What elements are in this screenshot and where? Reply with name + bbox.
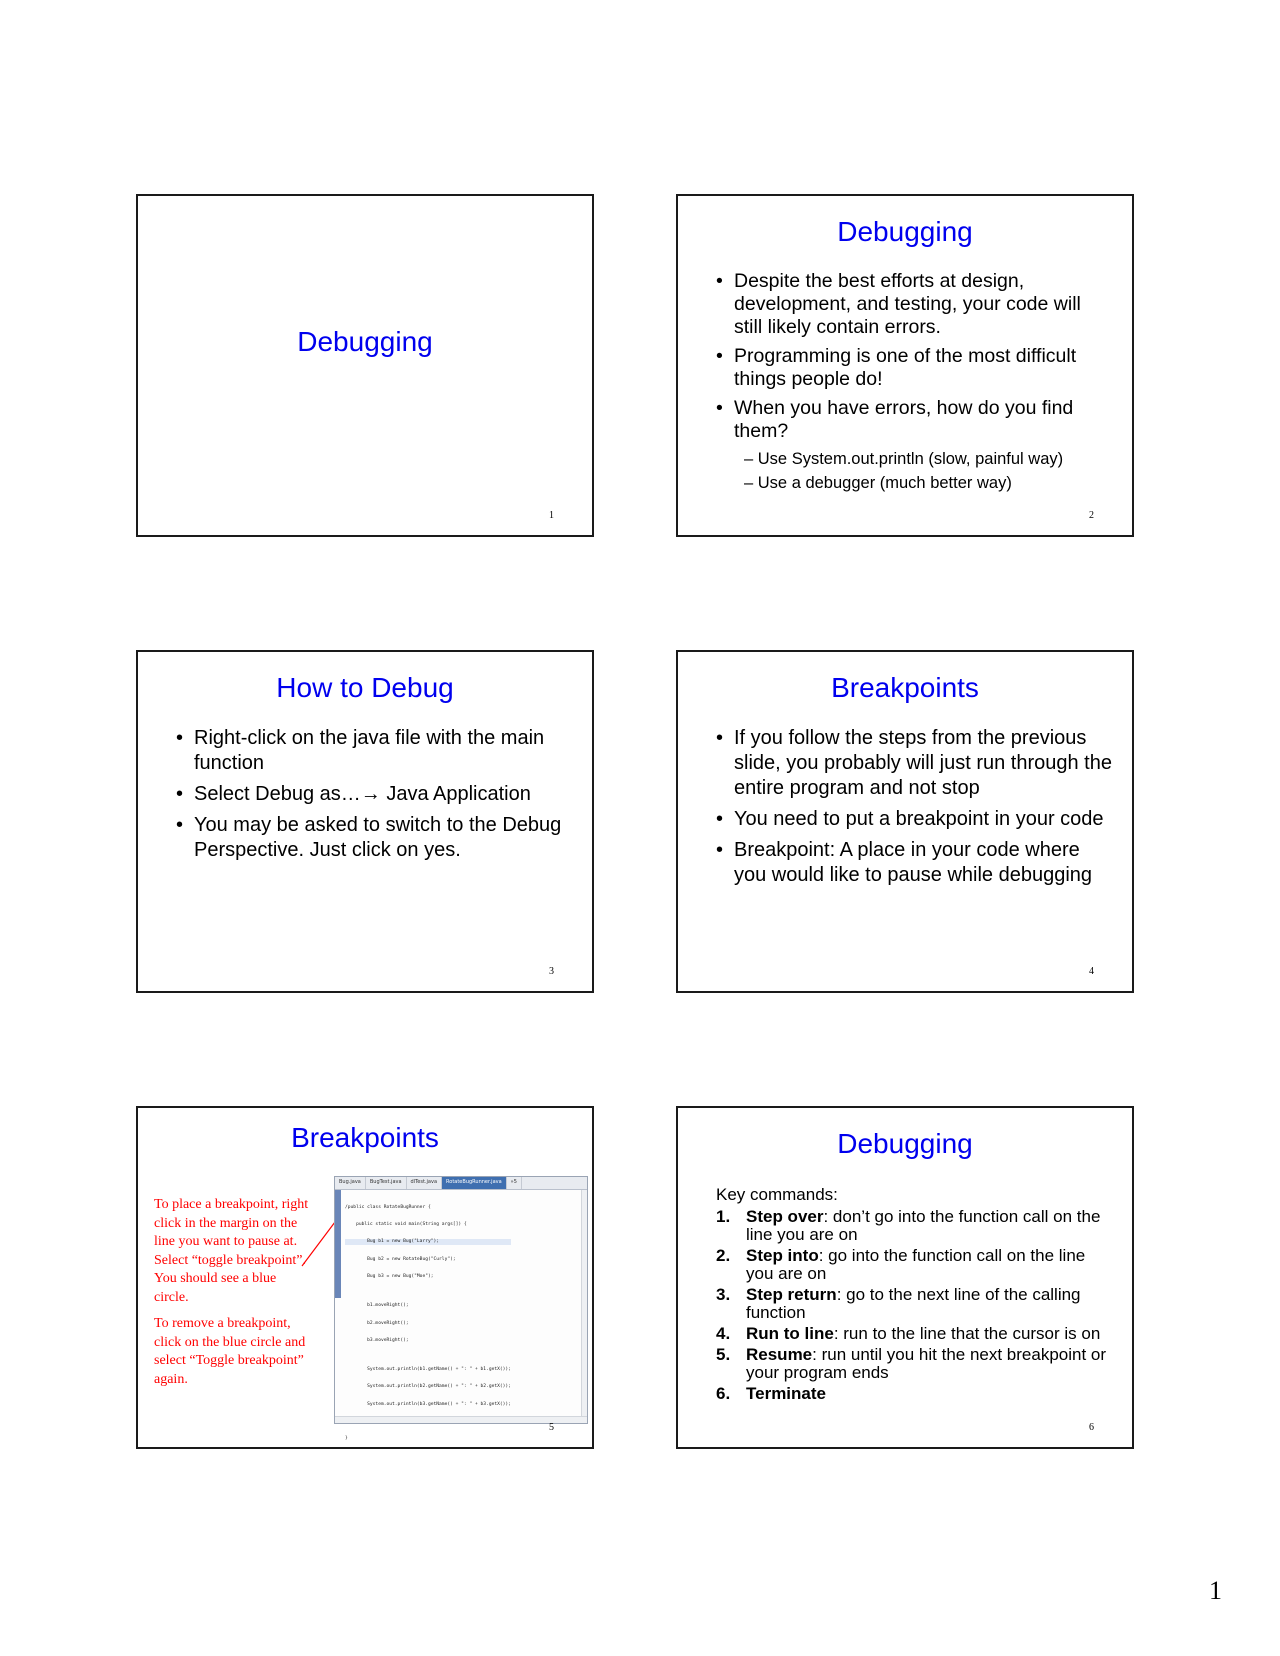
key-commands-list <box>716 1208 1112 1406</box>
bullet-list <box>174 726 574 869</box>
sub-item: – Use a debugger (much better way) <box>744 474 1012 492</box>
editor-tab-active: RotateBugRunner.java <box>442 1177 507 1189</box>
slide-5 <box>136 1106 594 1449</box>
slide-number: 4 <box>1089 966 1094 977</box>
breakpoint-margin <box>335 1190 341 1298</box>
list-item: 3. Step return: go to the next line of the calling function <box>716 1285 1081 1322</box>
list-item: • Right-click on the java file with the main function <box>176 727 545 774</box>
editor-tabs <box>335 1177 587 1190</box>
eclipse-screenshot <box>334 1176 588 1442</box>
list-item: 4. Run to line: run to the line that the cursor is on <box>716 1324 1101 1343</box>
editor-tab: BugTest.java <box>366 1177 407 1189</box>
slide-3 <box>136 650 594 993</box>
editor-tab: Bug.java <box>335 1177 366 1189</box>
place-breakpoint-text: To place a breakpoint, right click in the margin on the line you want to pause at. Select “toggle breakpoint”. You should see a blue circle. <box>154 1197 309 1305</box>
slide-title: How to Debug <box>276 672 454 703</box>
bullet-list <box>714 270 1114 501</box>
slide-number: 5 <box>549 1422 554 1433</box>
slide-title: Debugging <box>837 216 973 247</box>
slide-number: 6 <box>1089 1422 1094 1433</box>
list-item: • You need to put a breakpoint in your code <box>716 808 1104 830</box>
code-line: Bug b3 = new Bug("Moe"); <box>345 1274 434 1280</box>
slide-6 <box>676 1106 1134 1449</box>
remove-breakpoint-text: To remove a breakpoint, click on the blue circle and select “Toggle breakpoint” again. <box>154 1316 306 1387</box>
list-item: 6. Terminate <box>716 1384 826 1403</box>
slide-4 <box>676 650 1134 993</box>
list-item: • Select Debug as…→ Java Application <box>176 783 531 805</box>
page-number: 1 <box>1209 1576 1222 1605</box>
list-item: • If you follow the steps from the previous slide, you probably will just run through the entire program and not stop <box>716 727 1112 799</box>
code-editor <box>345 1193 511 1454</box>
sub-list <box>734 447 1114 495</box>
slide-number: 2 <box>1089 510 1094 521</box>
list-item: • Despite the best efforts at design, development, and testing, your code will still likely contain errors. <box>716 270 1081 338</box>
code-line: System.out.println(b1.getName() + ": " + b1.getX()); <box>345 1366 511 1372</box>
code-line: b2.moveRight(); <box>345 1320 409 1326</box>
slide-title: Debugging <box>297 326 433 357</box>
slide-2 <box>676 194 1134 537</box>
code-line: Bug b1 = new Bug("Larry"); <box>345 1239 511 1245</box>
slide-number: 3 <box>549 966 554 977</box>
code-line: /public class RotateBugRunner { <box>345 1204 431 1210</box>
slide-number: 1 <box>549 510 554 521</box>
list-item: • Programming is one of the most difficult things people do! <box>716 345 1077 390</box>
slide-title: Breakpoints <box>831 672 979 703</box>
list-item: 2. Step into: go into the function call on the line you are on <box>716 1246 1086 1283</box>
sub-item: – Use System.out.println (slow, painful way) <box>744 450 1064 468</box>
editor-tab-overflow: »5 <box>507 1177 522 1189</box>
list-item: • When you have errors, how do you find them? – Use System.out.println (slow, painful way) – Use a debugger (much better way) <box>714 397 1114 495</box>
slide-1 <box>136 194 594 537</box>
slide-title: Debugging <box>837 1128 973 1159</box>
list-item: • You may be asked to switch to the Debug Perspective. Just click on yes. <box>176 814 562 861</box>
list-item: • Breakpoint: A place in your code where you would like to pause while debugging <box>716 839 1093 886</box>
list-item: 5. Resume: run until you hit the next breakpoint or your program ends <box>716 1345 1107 1382</box>
code-line: System.out.println(b3.getName() + ": " + b3.getX()); <box>345 1401 511 1407</box>
code-line: b1.moveRight(); <box>345 1303 409 1309</box>
vertical-scrollbar <box>581 1190 587 1417</box>
code-line: Bug b2 = new RotateBug("Curly"); <box>345 1256 456 1262</box>
slide-title: Breakpoints <box>291 1122 439 1153</box>
key-commands-intro: Key commands: <box>716 1185 838 1204</box>
code-line: System.out.println(b2.getName() + ": " + b2.getX()); <box>345 1384 511 1390</box>
code-line: public static void main(String args[]) { <box>345 1221 467 1227</box>
bullet-list <box>714 726 1114 894</box>
list-item: 1. Step over: don’t go into the function call on the line you are on <box>716 1207 1101 1244</box>
code-line: b3.moveRight(); <box>345 1337 409 1343</box>
code-line: } <box>345 1436 348 1442</box>
editor-tab: dlTest.java <box>407 1177 442 1189</box>
